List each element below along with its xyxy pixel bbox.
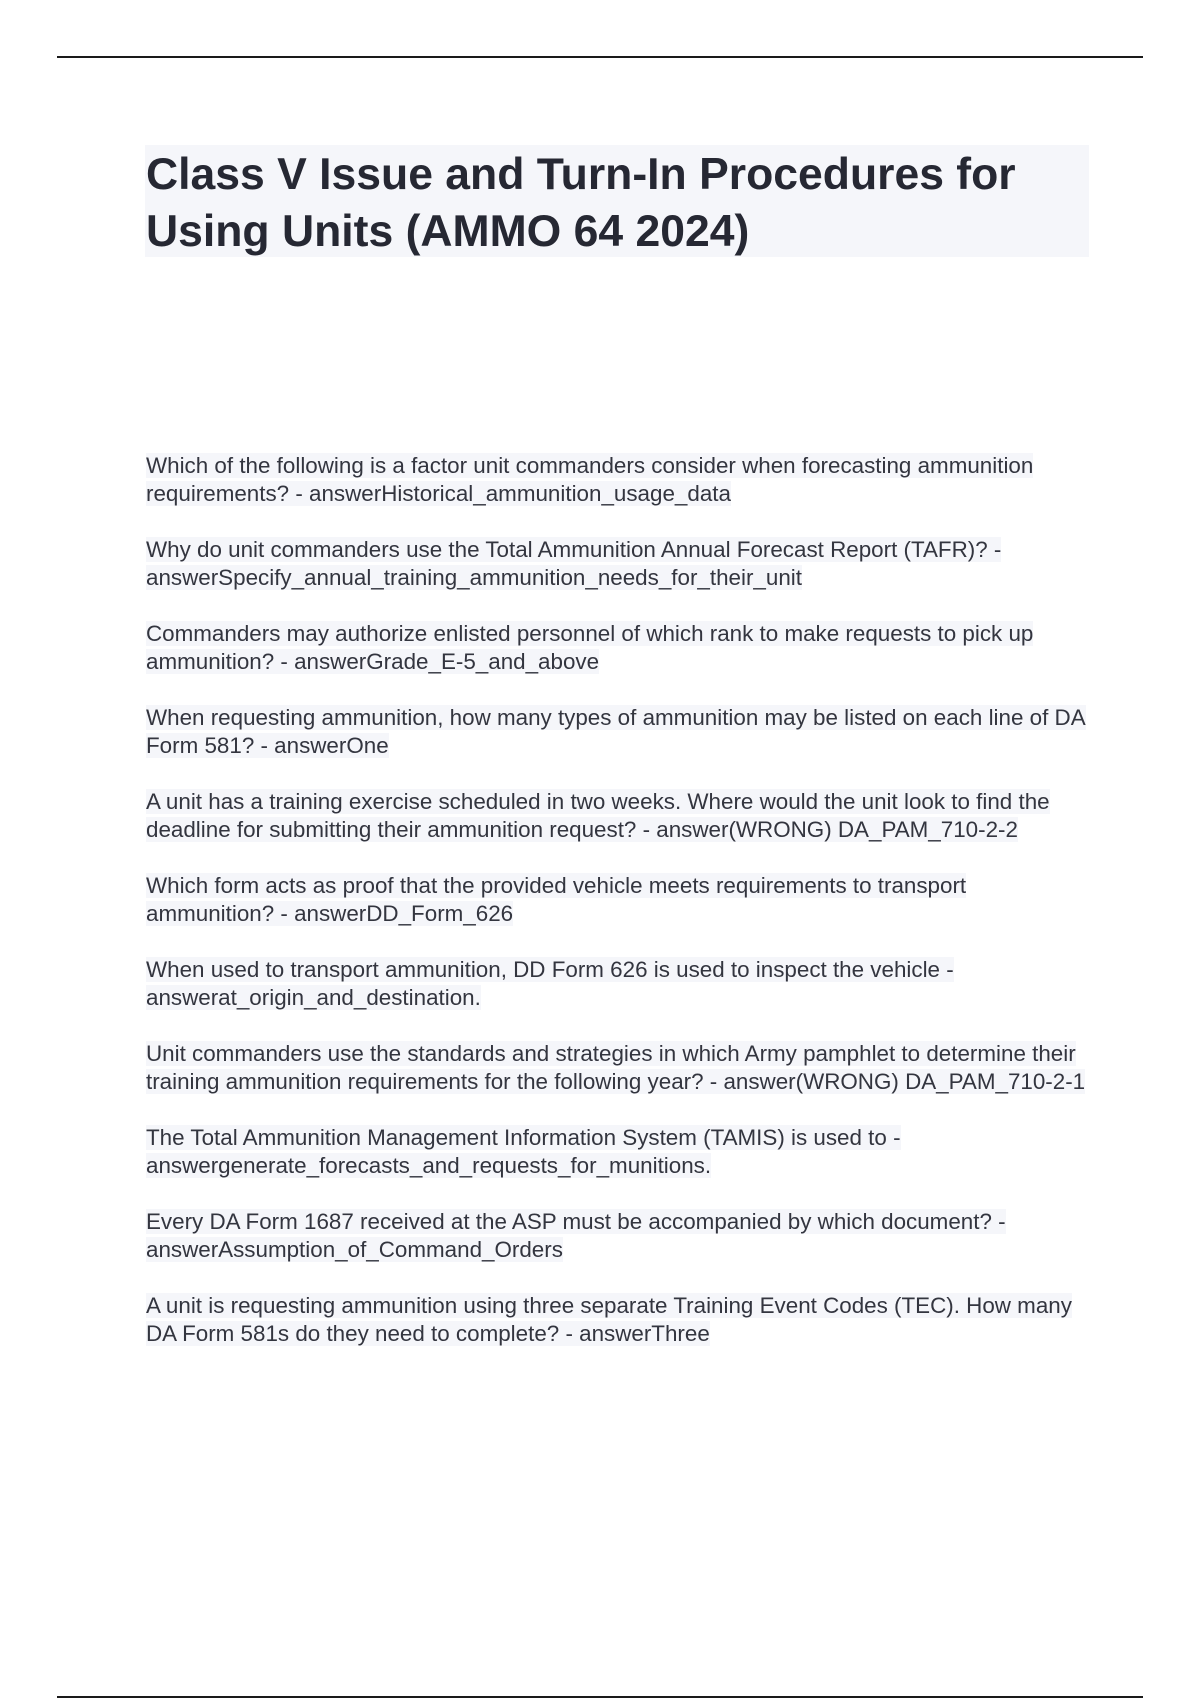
qa-text: Every DA Form 1687 received at the ASP must be accompanied by which document? - answerAssumption_of_Command_Orders [146,1209,1006,1262]
qa-text: A unit is requesting ammunition using three separate Training Event Codes (TEC). How many DA Form 581s do they need to complete? - answerThree [146,1293,1072,1346]
qa-text: The Total Ammunition Management Information System (TAMIS) is used to - answergenerate_forecasts_and_requests_for_munitions. [146,1125,901,1178]
qa-item [146,620,1096,676]
page-title: Class V Issue and Turn-In Procedures for Using Units (AMMO 64 2024) [146,150,1016,256]
qa-item [146,956,1096,1012]
qa-text: Which form acts as proof that the provided vehicle meets requirements to transport ammunition? - answerDD_Form_626 [146,873,967,926]
qa-text: Which of the following is a factor unit commanders consider when forecasting ammunition requirements? - answerHistorical_ammunition_usage_data [146,453,1034,506]
qa-item [146,536,1096,592]
qa-item [146,1208,1096,1264]
qa-item [146,1292,1096,1348]
qa-item [146,1040,1096,1096]
qa-list [146,452,1096,1376]
top-divider [57,56,1143,58]
qa-item [146,452,1096,508]
bottom-divider [57,1696,1143,1698]
qa-text: Why do unit commanders use the Total Ammunition Annual Forecast Report (TAFR)? - answerSpecify_annual_training_ammunition_needs_for_their_unit [146,537,1002,590]
qa-text: Commanders may authorize enlisted personnel of which rank to make requests to pick up ammunition? - answerGrade_E-5_and_above [146,621,1034,674]
qa-text: A unit has a training exercise scheduled in two weeks. Where would the unit look to find the deadline for submitting their ammunition request? - answer(WRONG) DA_PAM_710-2-2 [146,789,1050,842]
qa-item [146,704,1096,760]
qa-item [146,1124,1096,1180]
qa-item [146,788,1096,844]
qa-text: When used to transport ammunition, DD Form 626 is used to inspect the vehicle - answerat_origin_and_destination. [146,957,954,1010]
qa-text: When requesting ammunition, how many types of ammunition may be listed on each line of DA Form 581? - answerOne [146,705,1086,758]
qa-text: Unit commanders use the standards and strategies in which Army pamphlet to determine their training ammunition requirements for the following year? - answer(WRONG) DA_PAM_710-2-1 [146,1041,1086,1094]
qa-item [146,872,1096,928]
